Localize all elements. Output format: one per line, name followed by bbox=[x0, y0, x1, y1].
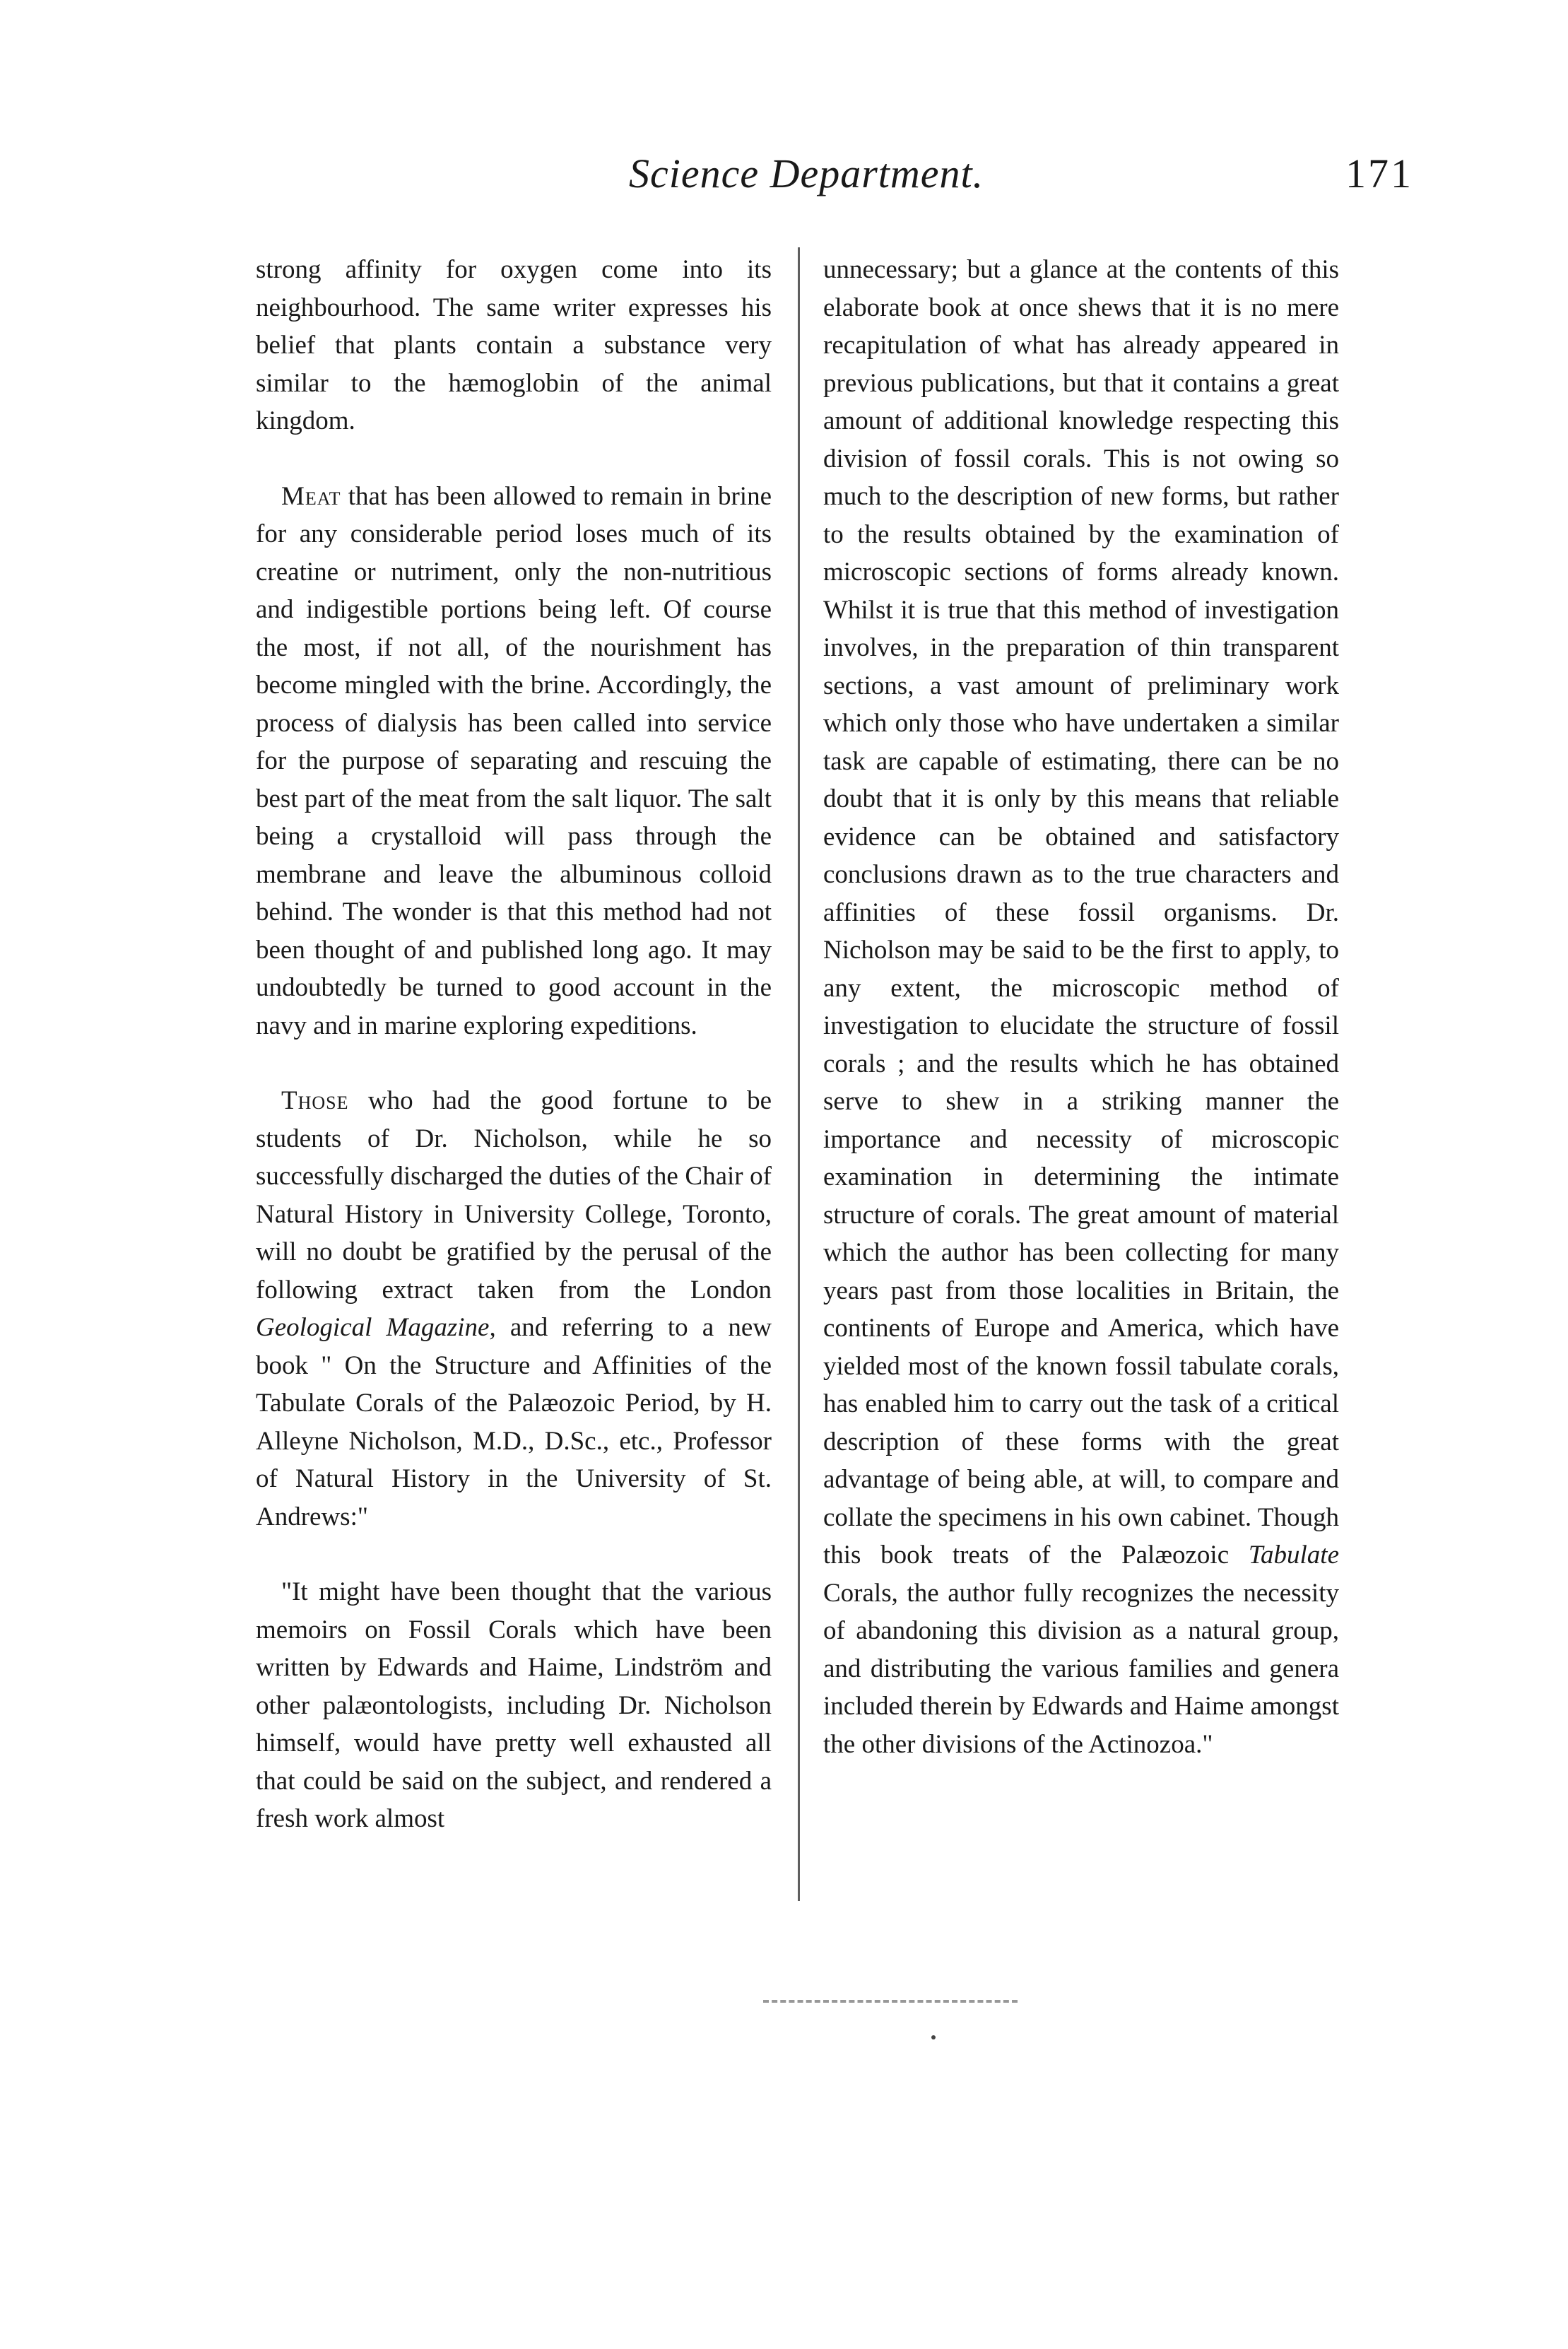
magazine-title: Geological Magazine, bbox=[256, 1313, 496, 1342]
bottom-dot bbox=[931, 2035, 936, 2039]
italic-term: Tabulate bbox=[1248, 1541, 1339, 1570]
paragraph-text: unnecessary; but a glance at the contents of this elaborate book at once shews that it is no mere recapitulation of what has already appeared in previous publications, but that it contains a great amount of additional knowledge respecting this division of fossil corals. This is not owing so much to the description of new forms, but rather to the results obtained by the examination of microscopic sections of forms already known. Whilst it is true that this method of investigation involves, in the preparation of thin transparent sections, a vast amount of preliminary work which only those who have undertaken a similar task are capable of estimating, there can be no doubt that it is only by this means that reliable evidence can be obtained and satisfactory conclusions drawn as to the true characters and affinities of these fossil organisms. Dr. Nicholson may be said to be the first to apply, to any extent, the microscopic method of investigation to elucidate the structure of fossil corals ; and the results which he has obtained serve to shew in a striking manner the importance and necessity of microscopic examination in determining the intimate structure of corals. The great amount of material which the author has been collecting for many years past from those localities in Britain, the continents of Europe and America, which have yielded most of the known fossil tabulate corals, has enabled him to carry out the task of a critical description of these forms with the great advantage of being able, at will, to compare and collate the specimens in his own cabinet. Though this book treats of the Palæozoic bbox=[823, 255, 1339, 1570]
paragraph-quote-start: "It might have been thought that the various memoirs on Fossil Corals which have been written by Edwards and Haime, Lindström and other palæontologists, including Dr. Nicholson himself, would have pretty well exhausted all that could be said on the subject, and rendered a fresh work almost bbox=[256, 1577, 772, 1833]
column-divider bbox=[798, 247, 800, 1901]
paragraph-text: who had the good fortune to be students of Dr. Nicholson, while he so successfully discharged the duties of the Chair of Natural History in University College, Toronto, will no doubt be gratified by the perusal of the following extract taken from the London bbox=[256, 1086, 772, 1305]
paragraph-text: that has been allowed to remain in brine for any considerable period loses much of its creatine or nutriment, only the non-nutritious and indigestible portions being left. Of course the most, if not all, of the nourishment has become mingled with the brine. Accordingly, the process of dialysis has been called into service for the purpose of separating and rescuing the best part of the meat from the salt liquor. The salt being a crystalloid will pass through the membrane and leave the albuminous colloid behind. The wonder is that this method had not been thought of and published long ago. It may undoubtedly be turned to good account in the navy and in marine exploring expeditions. bbox=[256, 481, 772, 1040]
paragraph-meat-dialysis bbox=[256, 478, 772, 1045]
paragraph-plant-haemoglobin: strong affinity for oxygen come into its neighbourhood. The same writer expresses his belief that plants contain a substance very similar to the hæmoglobin of the animal kingdom. bbox=[256, 255, 772, 435]
lead-word: Those bbox=[281, 1086, 349, 1115]
bottom-printer-mark bbox=[763, 2000, 1018, 2007]
page-number: 171 bbox=[1345, 151, 1413, 196]
right-column bbox=[823, 251, 1339, 1801]
left-column bbox=[256, 251, 772, 1876]
running-header bbox=[254, 150, 1413, 220]
paragraph-nicholson-intro bbox=[256, 1082, 772, 1536]
paragraph-text: Corals, the author fully recognizes the necessity of abandoning this division as a natural group, and distributing the various families and genera included therein by Edwards and Haime amongst the other divisions of the Actinozoa." bbox=[823, 1578, 1339, 1759]
running-title: Science Department. bbox=[629, 151, 984, 196]
lead-word: Meat bbox=[281, 481, 341, 511]
paragraph-quote-continued bbox=[823, 251, 1339, 1763]
paragraph-text: and referring to a new book " On the Structure and Affinities of the Tabulate Corals of the Palæozoic Period, by H. Alleyne Nicholson, M.D., D.Sc., etc., Professor of Natural History in the University of St. Andrews:" bbox=[256, 1313, 772, 1531]
